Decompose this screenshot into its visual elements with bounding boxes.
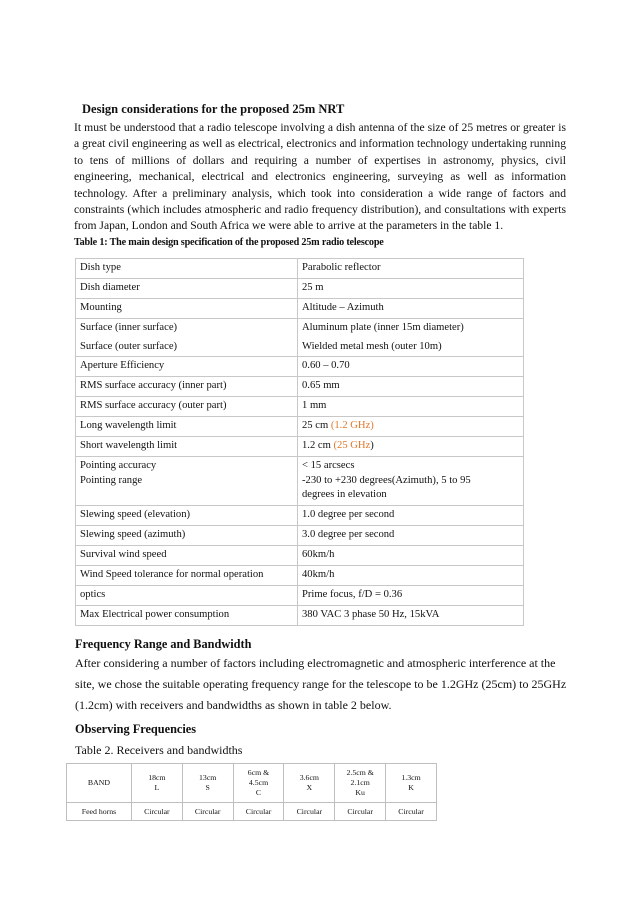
band-cell [386,764,437,803]
receivers-table [66,763,437,821]
spec-value [298,319,524,357]
spec-value-line: Aluminum plate (inner 15m diameter) [302,322,464,333]
spec-param: Max Electrical power consumption [76,605,298,625]
table-row [76,525,524,545]
spec-value-main: 1.2 cm [302,440,331,452]
spec-value: 380 VAC 3 phase 50 Hz, 15kVA [298,605,524,625]
spec-value-line: Wielded metal mesh (outer 10m) [302,340,442,352]
spec-param: Slewing speed (azimuth) [76,525,298,545]
table-row [76,437,524,457]
table-row [76,565,524,585]
table-row [76,397,524,417]
feed-horn-type: Circular [233,803,284,821]
feed-horn-type: Circular [284,803,335,821]
spec-param: Wind Speed tolerance for normal operation [76,565,298,585]
band-line: 18cm [148,773,166,782]
band-line: X [306,783,313,792]
band-line: 13cm [199,773,217,782]
table1-caption: Table 1: The main design specification of the proposed 25m radio telescope [74,237,384,248]
table2-caption: Table 2. Receivers and bandwidths [75,743,243,757]
spec-value-tail: ) [370,440,374,452]
design-paragraph: It must be understood that a radio telescope involving a dish antenna of the size of 25 metres or greater is a great civil engineering as well as electrical, electronics and information technology undertaking running to tens of millions of dollars and requiring a number of expertises in astronomy, physics, civil engineering, mechanical, electrical and electronics engineering, surveying as well as information technology. After a preliminary analysis, which took into consideration a wide range of factors and constraints (which includes atmospheric and radio frequency distribution), and consultations with experts from Japan, London and South Africa we were able to arrive at the parameters in the table 1. [74,121,566,233]
table-header-row [67,764,437,803]
table-row [76,319,524,357]
spec-param-line: Surface (outer surface) [80,340,178,352]
table-row [76,505,524,525]
spec-param: RMS surface accuracy (outer part) [76,397,298,417]
spec-param-line: Surface (inner surface) [80,322,178,333]
spec-value [298,437,524,457]
paragraph-line: After considering a number of factors including electromagnetic and atmospheric interference at the [75,656,556,670]
frequency-highlight: (1.2 GHz) [330,420,374,432]
spec-param: Survival wind speed [76,545,298,565]
spec-param: Slewing speed (elevation) [76,505,298,525]
spec-param [76,457,298,506]
band-line: 2.5cm & [346,768,374,777]
band-line: K [408,783,414,792]
paragraph-line: (1.2cm) with receivers and bandwidths as shown in table 2 below. [75,698,392,712]
spec-param: optics [76,585,298,605]
band-line: 2.1cm [350,778,370,787]
feed-horn-type: Circular [131,803,182,821]
spec-value [298,417,524,437]
table-row [76,357,524,377]
spec-value [298,457,524,506]
band-line: C [255,788,262,797]
feed-horn-type: Circular [335,803,386,821]
band-line: 4.5cm [248,778,269,787]
spec-value-line: -230 to +230 degrees(Azimuth), 5 to 95 [302,474,471,486]
spec-param-line: Pointing accuracy [80,460,157,472]
band-line: S [205,783,210,792]
spec-value-line: degrees in elevation [302,489,387,501]
spec-value: 40km/h [298,565,524,585]
table-row [76,457,524,506]
band-line: 6cm & [247,768,270,777]
frequency-paragraph [75,653,575,716]
frequency-highlight: (25 GHz [333,440,371,452]
section-title-frequency-range: Frequency Range and Bandwidth [75,637,252,651]
spec-param: Aperture Efficiency [76,357,298,377]
table-row [76,417,524,437]
paragraph-line: site, we chose the suitable operating frequency range for the telescope to be 1.2GHz (25cm) to 25GHz [75,677,567,691]
spec-value: Altitude – Azimuth [298,299,524,319]
spec-value: 0.65 mm [298,377,524,397]
feed-horns-label: Feed horns [67,803,132,821]
band-cell [182,764,233,803]
spec-param: Dish diameter [76,279,298,299]
band-line: 3.6cm [299,773,319,782]
table-row [76,259,524,279]
table-row [67,803,437,821]
table-row [76,585,524,605]
table-row [76,279,524,299]
spec-value: 1 mm [298,397,524,417]
spec-value: 0.60 – 0.70 [298,357,524,377]
spec-value: 25 m [298,279,524,299]
band-cell [284,764,335,803]
spec-param-line: Pointing range [80,474,143,486]
design-spec-table [75,258,524,626]
spec-value-line: < 15 arcsecs [302,460,355,472]
table-row [76,299,524,319]
spec-param: RMS surface accuracy (inner part) [76,377,298,397]
feed-horn-type: Circular [182,803,233,821]
section-title-observing-frequencies: Observing Frequencies [75,722,197,736]
table-row [76,545,524,565]
section-title-design: Design considerations for the proposed 25m NRT [82,102,345,116]
band-line: Ku [355,788,365,797]
spec-param: Short wavelength limit [76,437,298,457]
table-row [76,377,524,397]
spec-value: Parabolic reflector [298,259,524,279]
spec-value: 60km/h [298,545,524,565]
band-cell [233,764,284,803]
table-row [76,605,524,625]
spec-param: Long wavelength limit [76,417,298,437]
spec-param: Mounting [76,299,298,319]
band-line: L [154,783,160,792]
spec-param [76,319,298,357]
band-line: 1.3cm [401,773,421,782]
spec-value: Prime focus, f/D = 0.36 [298,585,524,605]
band-cell [335,764,386,803]
spec-value: 1.0 degree per second [298,505,524,525]
spec-value: 3.0 degree per second [298,525,524,545]
band-header: BAND [67,764,132,803]
spec-value-main: 25 cm [302,420,329,432]
feed-horn-type: Circular [386,803,437,821]
band-cell [131,764,182,803]
spec-param: Dish type [76,259,298,279]
